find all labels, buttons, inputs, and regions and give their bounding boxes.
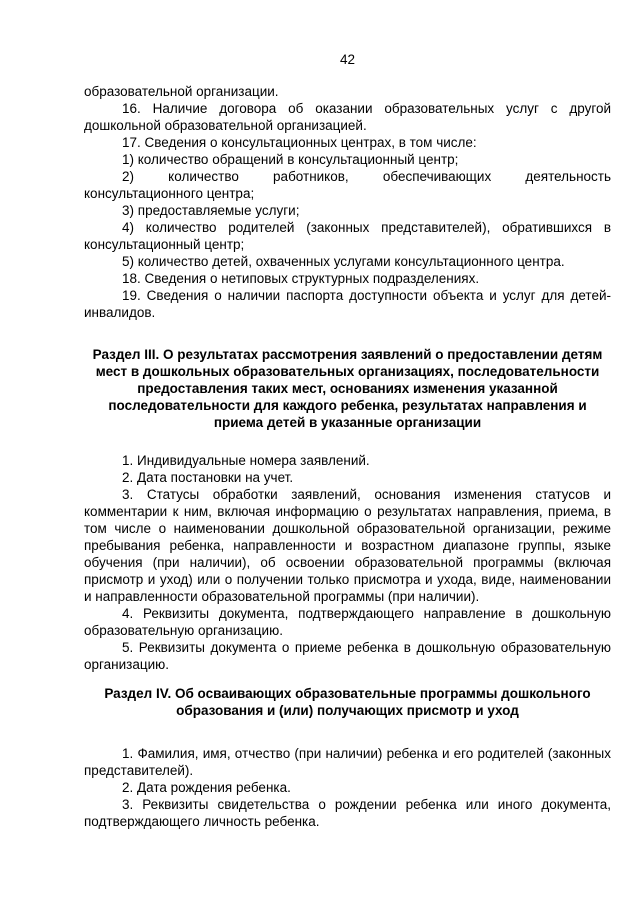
paragraph-item-17: 17. Сведения о консультационных центрах, в том числе: bbox=[122, 135, 477, 150]
paragraph-subitem-3: 3) предоставляемые услуги; bbox=[122, 203, 300, 218]
section-4-item-3: 3. Реквизиты свидетельства о рождении ребенка или иного документа, подтверждающего личность ребенка. bbox=[84, 797, 611, 829]
section-3-heading-block bbox=[84, 346, 611, 431]
section-3-item-3: 3. Статусы обработки заявлений, основания изменения статусов и комментарии к ним, включая информацию о результатах направления, приема, в том числе о наименовании дошкольной образовательной организации, режиме пребывания ребенка, направленности и возрастном диапазоне группы, языке обучения (при наличии), об освоении образовательной программы (включая присмотр и уход) или о получении только присмотра и ухода, виде, наименовании и направленности образовательной программы (при наличии). bbox=[84, 487, 611, 604]
paragraph-item-19: 19. Сведения о наличии паспорта доступности объекта и услуг для детей-инвалидов. bbox=[84, 288, 611, 320]
section-4-item-1: 1. Фамилия, имя, отчество (при наличии) ребенка и его родителей (законных представителей). bbox=[84, 746, 611, 778]
section-3-item-1: 1. Индивидуальные номера заявлений. bbox=[122, 453, 370, 468]
section-3-item-4: 4. Реквизиты документа, подтверждающего направление в дошкольную образовательную организацию. bbox=[84, 606, 611, 638]
paragraph-item-16: 16. Наличие договора об оказании образовательных услуг с другой дошкольной образовательной организацией. bbox=[84, 101, 611, 133]
paragraph-subitem-1: 1) количество обращений в консультационный центр; bbox=[122, 152, 459, 167]
section-4-body bbox=[84, 745, 611, 830]
paragraph-subitem-4: 4) количество родителей (законных представителей), обратившихся в консультационный центр; bbox=[84, 220, 611, 252]
section-3-item-5: 5. Реквизиты документа о приеме ребенка в дошкольную образовательную организацию. bbox=[84, 640, 611, 672]
section-3-item-2: 2. Дата постановки на учет. bbox=[122, 470, 294, 485]
paragraph-continuation: образовательной организации. bbox=[84, 84, 279, 99]
page-number: 42 bbox=[339, 52, 356, 67]
section-3-heading: Раздел III. О результатах рассмотрения заявлений о предоставлении детям мест в дошкольных образовательных организациях, последовательности предоставления таких мест, основаниях изменения указанной последовательности для каждого ребенка, результатах направления и приема детей в указанные организации bbox=[92, 347, 603, 430]
section-4-heading: Раздел IV. Об осваивающих образовательные программы дошкольного образования и (или) получающих присмотр и уход bbox=[104, 686, 591, 718]
paragraph-subitem-5: 5) количество детей, охваченных услугами консультационного центра. bbox=[122, 254, 565, 269]
top-continuation-block bbox=[84, 83, 611, 321]
section-4-item-2: 2. Дата рождения ребенка. bbox=[122, 780, 291, 795]
section-3-body bbox=[84, 452, 611, 673]
paragraph-subitem-2: 2) количество работников, обеспечивающих деятельность консультационного центра; bbox=[84, 169, 611, 201]
paragraph-item-18: 18. Сведения о нетиповых структурных подразделениях. bbox=[122, 271, 480, 286]
section-4-heading-block bbox=[84, 685, 611, 719]
